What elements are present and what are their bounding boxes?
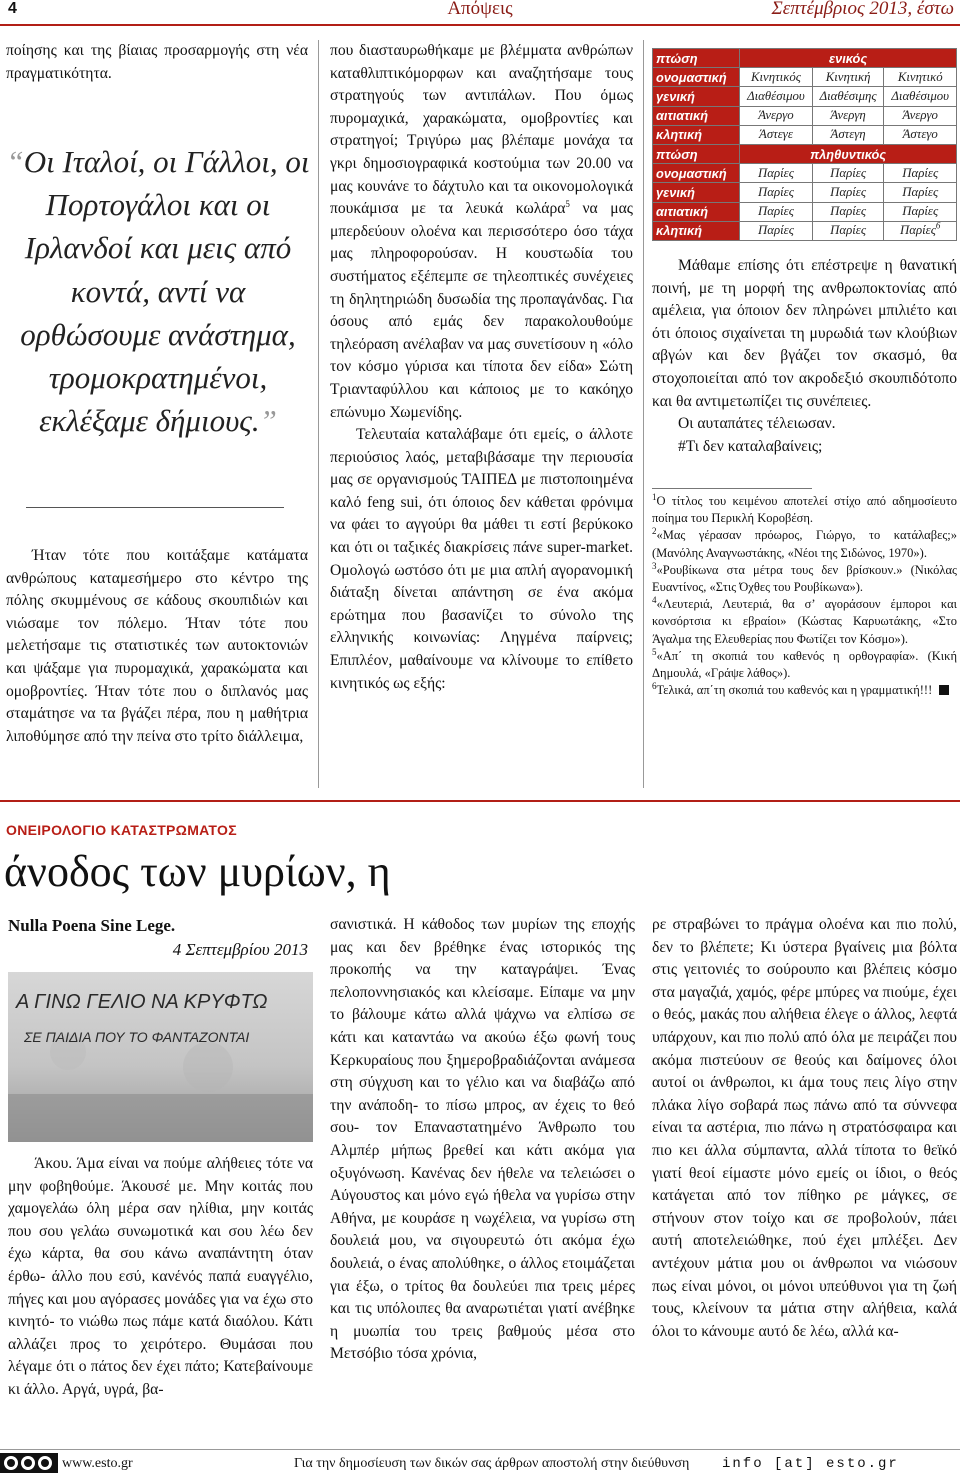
table-cell: Παρίες xyxy=(812,183,884,202)
footnote-rule xyxy=(652,488,812,489)
table-cell: Κινητική xyxy=(812,68,884,87)
table-singular-header: ενικός xyxy=(740,49,957,68)
table-cell: Παρίες xyxy=(812,221,884,240)
footnote-ref-6: 6 xyxy=(935,221,941,232)
table-case: αιτιατική xyxy=(653,106,740,125)
footnote: $^2$«Μας γέρασαν πρόωρος, Γιώργο, το κατάλαβες;» (Μανόλης Αναγνωστάκης, «Νέοι της Σιδώνος, 1970»). xyxy=(652,526,957,560)
article-kicker: ΟΝΕΙΡΟΛΟΓΙΟ ΚΑΤΑΣΤΡΩΜΑΤΟΣ xyxy=(6,822,237,838)
table-case: γενική xyxy=(653,87,740,106)
table-cell: Άνεργη xyxy=(812,106,884,125)
article-title: άνοδος των μυρίων, η xyxy=(4,847,391,896)
footnote: $^4$«Λευτεριά, Λευτεριά, θα σ’ αγοράσουν έμποροι και κονσόρτσια κι εβραίοι» (Κώστας Καρυωτάκης, «Στο Άγαλμα της Ελευθερίας που Φωτίζει τον Κόσμο»). xyxy=(652,595,957,646)
table-cell: Άστεγε xyxy=(740,125,813,144)
table-cell: Παρίες xyxy=(884,164,957,183)
table-cell: Διαθέσιμου xyxy=(740,87,813,106)
table-cell: Παρίες xyxy=(884,202,957,221)
table-cell: Άστεγο xyxy=(884,125,957,144)
issue-date: Σεπτέμβριος 2013, έστω xyxy=(771,0,954,19)
article-author: Nulla Poena Sine Lege. xyxy=(8,916,176,935)
table-case: αιτιατική xyxy=(653,202,740,221)
footnote-ref-5: 5 xyxy=(565,198,570,209)
article2-col1: Άκου. Άμα είναι να πούμε αλήθειες τότε να μην φοβηθούμε. Άκουσέ με. Μην κοιτάς που χαμογελάω όλη μέρα σαν ηλίθια, μην κοιτάς που σου γελάω συνωμοτικά και σου λέω δεν έχω κάρτα, θα σου κάνω αναπάντητη όταν έρθω- άλλο που εσύ, κανένός παπά ευαγγέλιο, πήγες και μου αγόρασες μονάδες για να έχω στο κινητό- το νιώθω πως πάμε κατά διαόλου. Κάτι αλλάζει προς το χειρότερο. Θυμάσαι που λέγαμε ότι ο πάτος δεν έχει πάτο; Κατεβαίνουμε κι άλλο. Αργά, υγρά, βα- xyxy=(8,1155,313,1398)
article2-col2: σανιστικά. Η κάθοδος των μυρίων της εποχής μας και δεν βρέθηκε ένας ιστορικός της προκοπής να την καταγράψει. Ένας πελοποννησιακός και κλείσαμε. Είπαμε να μην το βάλουμε κάτω αλλά ψάχνω να ελπίσω σε κάτι και καταντάω να ακούω έξω φωνή τους Κερκυραίους που ξημεροβραδιάζονται ανάμεσα στη σύγχυση και το γέλιο και να διαβάζω από την ανάποδη- το πίσω μπρος, αν έχεις το θεό σου- τον Επαναστατημένο Άνθρωπο του Αλμπέρ μήπως βρεθεί και κάτι ακόμα για οξυγόνωση. Κανένας δεν ήθελε να τελειώσει ο Αύγουστος και μόνο εγώ ήθελα να γυρίσω στην Αθήνα, με κουράσε η νωχέλεια, να γυρίσω στη δουλειά μου, να σιγουρευτώ ότι ακόμα έχω δουλειά, ο ένας απολύθηκε, ο άλλος ετοιμάζεται για έξω, ο τρίτος θα δουλεύει πια τρεις μέρες και τις υπόλοιπες θα αναρωτιέται γιατί ανέβηκε η μυωπία του τρεις βαθμούς μέσα στο Μετσόβιο τόσα χρόνια, xyxy=(330,916,635,1363)
table-case-header: πτώση xyxy=(653,49,740,68)
table-cell: Κινητικό xyxy=(884,68,957,87)
column-divider xyxy=(318,40,319,788)
table-case: κλητική xyxy=(653,125,740,144)
table-plural-header: πληθυντικός xyxy=(740,144,957,163)
graffiti-photo xyxy=(8,972,313,1142)
table-cell: Άνεργο xyxy=(740,106,813,125)
table-cell: Παρίες xyxy=(812,164,884,183)
table-cell: Κινητικός xyxy=(740,68,813,87)
col1-top-text: ποίησης και της βίαιας προσαρμογής στη νέα πραγματικότητα. xyxy=(6,42,308,82)
footer-rule xyxy=(0,1449,960,1450)
article2-col3: ρε στραβώνει το πράγμα ολοένα και πιο πολύ, δεν το βλέπετε; Κι ύστερα βγαίνεις μια βόλτα στις γειτονιές το σούρουπο και βλέπεις κόσμο στα μαγαζιά, χαμός, φέρε μπύρες να πιούμε, έχει ο θεός, μακάς που αλήθεια έλεγε ο άλλος, λεφτά υπάρχουν, και πιο πολύ από όλα με πειράζει που ακόμα πιστεύουν σε θεούς και δαίμονες όλοι αυτοί οι άνθρωποι, κι άμα τους πεις λίγο στην πλάκα λίγο σοβαρά πως πάνω από τα σύννεφα είναι τα αστέρια, πιο πάνω η στρατόσφαιρα και πιο κει άλλα σύμπαντα, αλλά τίποτα το θεϊκό γιατί θεοί είμαστε μόνο εμείς οι ίδιοι, ο θεός κατάγεται από τον πίθηκο ρε μάγκες, σε στήνουν στον τοίχο και σε προβολούν, πάει αυτή αποτελειώθηκε, πού έχει μπλέξει. Δεν αντέχουν μάτια μου οι άνθρωποι να νιώσουν πως είναι μόνοι, οι μόνοι υπεύθυνοι για τη ζωή τους, κλείνουν τα μάτια στην αλήθεια, καλά όλοι το κάνουμε αυτό δε λέω, αλλά κα- xyxy=(652,916,957,1340)
header-rule xyxy=(0,24,960,26)
license-icons xyxy=(0,1451,58,1475)
pull-quote: “Οι Ιταλοί, οι Γάλλοι, οι Πορτογάλοι και οι Ιρλανδοί και μεις από κοντά, αντί να ορθώσουμε ανάστημα, τρομοκρατημένοι, εκλέξαμε δήμιους.” xyxy=(6,144,310,439)
graffiti-wall-image xyxy=(8,972,313,1142)
col1-body: Ήταν τότε που κοιτάξαμε κατάματα ανθρώπους καταμεσήμερο στο κέντρο της πόλης σκυμμένους σε κάδους σκουπιδιών και νιώσαμε τον πόλεμο. Ήταν τότε που μελετήσαμε τις στατιστικές των αυτοκτονιών και ψάξαμε για πυρομαχικά, χαρακώματα και ομοβροντίες. Ήταν τότε που ο διπλανός μας σταμάτησε να τα βγάζει πέρα, που η μαθήτρια λιποθύμησε από την πείνα στο τρίτο διάλλειμα, xyxy=(6,547,308,745)
graffiti-line-1: Α ΓΙΝΩ ΓΕΛΙΟ ΝΑ ΚΡΥΦΤΩ xyxy=(16,991,268,1013)
table-cell: Άνεργο xyxy=(884,106,957,125)
open-quote: “ xyxy=(6,144,24,179)
table-case: ονομαστική xyxy=(653,68,740,87)
table-cell: Διαθέσιμου xyxy=(884,87,957,106)
table-case: κλητική xyxy=(653,221,740,240)
article-date: 4 Σεπτεμβρίου 2013 xyxy=(172,940,308,959)
table-cell: Παρίες xyxy=(740,164,813,183)
footnote: $^5$«Απ΄ τη σκοπιά του καθενός η ορθογραφία». (Κική Δημουλά, «Γράψε λάθος»). xyxy=(652,646,957,681)
table-cell: Παρίες xyxy=(740,183,813,202)
table-cell: Άστεγη xyxy=(812,125,884,144)
table-cell: Παρίες xyxy=(740,202,813,221)
close-quote: ” xyxy=(259,403,277,439)
table-cell: Διαθέσιμης xyxy=(812,87,884,106)
website-link[interactable]: www.esto.gr xyxy=(62,1456,133,1471)
declension-table xyxy=(652,48,957,241)
footer-message: Για την δημοσίευση των δικών σας άρθρων αποστολή στην διεύθυνση xyxy=(294,1456,690,1471)
table-cell: Παρίες xyxy=(740,221,813,240)
page-number: 4 xyxy=(8,0,17,17)
table-cell: Παρίες$^6$ xyxy=(884,221,957,240)
section-rule xyxy=(0,800,960,802)
footnotes xyxy=(652,493,957,699)
pull-quote-rule xyxy=(26,507,284,508)
table-cell: Παρίες xyxy=(812,202,884,221)
table-case-header: πτώση xyxy=(653,144,740,163)
footnote: $^3$«Ρουβίκωνα στα μέτρα τους δεν βρίσκουν.» (Νικόλας Ευαντίνος, «Στις Όχθες του Ρουβίκωνα»). xyxy=(652,560,957,595)
table-case: ονομαστική xyxy=(653,164,740,183)
column-divider xyxy=(643,40,644,788)
col2-body: που διασταυρωθήκαμε με βλέμματα ανθρώπων καταθλιπτικόμορφων και αναζητήσαμε τους στρατηγούς των αντιπάλων. Που όμως πυρομαχικά, χαρακώματα, ομοβροντίες και στρατηγοί; Τριγύρω μας βλέπαμε μονάχα τα γκρι δημοσιογραφικά κοστούμια των 20.00 να μας κουνάνε το δάχτυλο και τα οικονομολογικά πουκάμισα με τα λευκά κωλάρα$^5$ να μας μπερδεύουν ολοένα και περισσότερο όσο τάχα μας πληροφορούσαν. Η κουστωδία του συστήματος εξέπεμπε σε τηλεοπτικές συνέχειες τη δηλητηριώδη δυσωδία της προπαγάνδας. Για όσους από εμάς δεν παρακολουθούμε τηλεόραση ανέλαβαν να μας συνετίσουν η «όλο τον κόσμο γύρισα και τίποτα δεν είδα» Σώτη Τριανταφύλλου και κάποιος με το κακόηχο επώνυμο Χωμενίδης. Τελευταία καταλάβαμε ότι εμείς, ο άλλοτε περιούσιος λαός, μεταβιβάσαμε την περιουσία μας σε οργανισμούς ΤΑΙΠΕΔ με πιστοποιημένα καλό feng sui, ότι όποιος δεν κάθεται φρόνιμα να φάει το αγγούρι θα μάθει τι εστί βερύκοκο και ότι οι ταξικές διακρίσεις πάνε super-market. Ομολογώ ωστόσο ότι με μια απλή αγορανομική διάταξη δίνεται απάντηση σε ένα ακόμα ερώτημα που βασανίζει το σύνολο της ελληνικής κοινωνίας: Ληγμένα παίρνεις; Επιπλέον, μαθαίνουμε να κλίνουμε το επίθετο κινητικός ως εξής: xyxy=(330,42,633,692)
col3-body: Μάθαμε επίσης ότι επέστρεψε η θανατική ποινή, με τη μορφή της ανθρωποκτονίας από αμέλεια, για όποιον δεν πληρώνει μπιλιέτο και ότι όποιος σιχαίνεται τη μυρωδιά των κλούβιων αβγών και δεν βγάζει τον σκασμό, θα στοχοποιείται από τον ακροδεξιό σκουπιδότοπο και θα αντιμετωπίζει τις συνέπειες. Οι αυταπάτες τέλειωσαν. #Τι δεν καταλαβαίνεις; xyxy=(652,257,957,455)
table-case: γενική xyxy=(653,183,740,202)
email-link[interactable]: info [at] esto.gr xyxy=(722,1456,899,1472)
table-cell: Παρίες xyxy=(884,183,957,202)
graffiti-line-2: ΣΕ ΠΑΙΔΙΑ ΠΟΥ ΤΟ ΦΑΝΤΑΖΟΝΤΑΙ xyxy=(24,1029,250,1045)
footnote: $^6$Τελικά, απ΄τη σκοπιά του καθενός και η γραμματική!!! xyxy=(652,682,957,699)
end-mark-icon xyxy=(939,685,949,695)
section-title: Απόψεις xyxy=(447,0,513,19)
footnote: $^1$Ο τίτλος του κειμένου αποτελεί στίχο από αδημοσίευτο ποίημα του Περικλή Κοροβέση. xyxy=(652,491,957,526)
